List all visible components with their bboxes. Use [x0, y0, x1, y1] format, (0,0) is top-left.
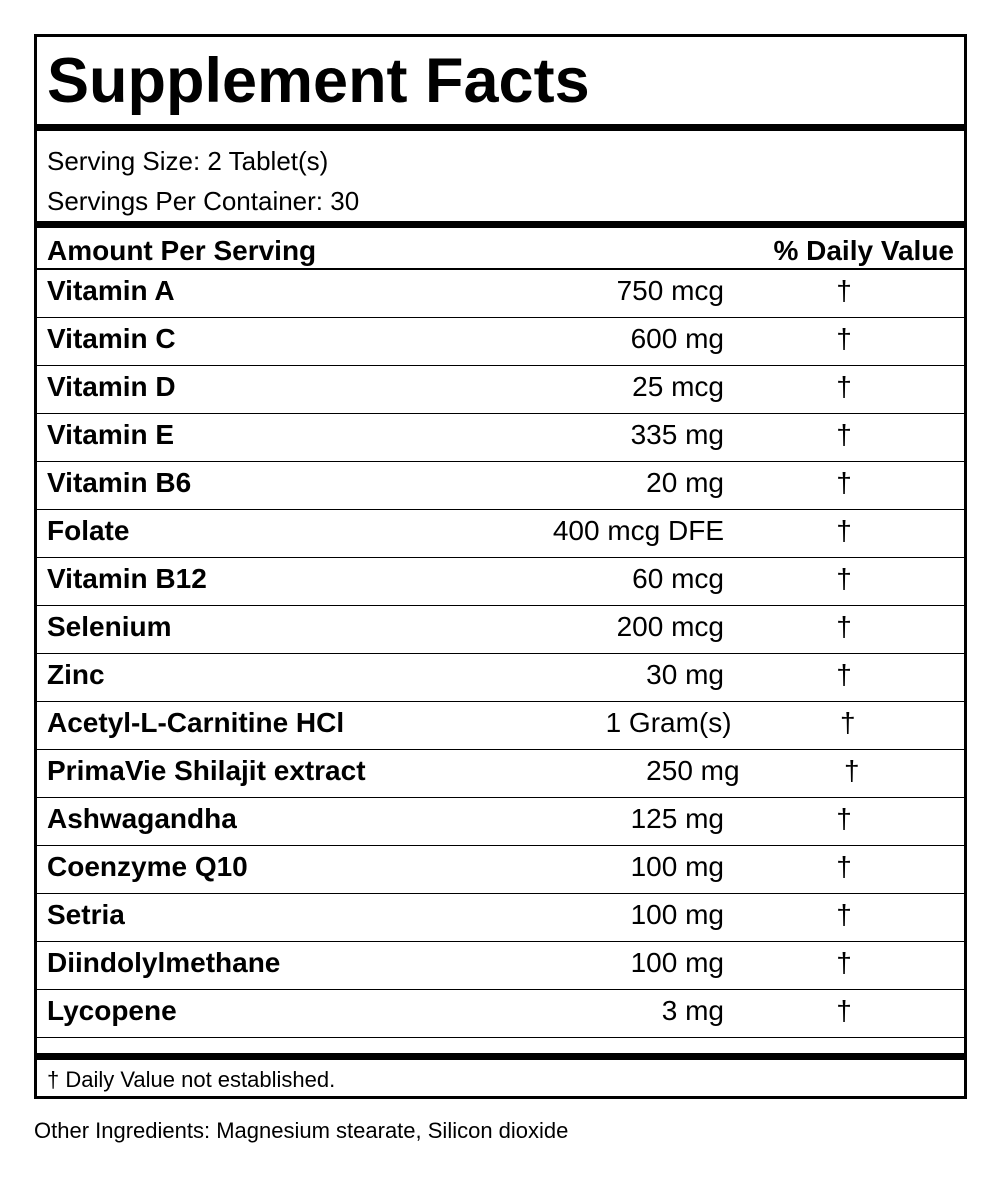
nutrient-name: Setria [47, 898, 125, 930]
nutrient-daily-value: † [844, 754, 860, 786]
table-row [37, 414, 964, 462]
nutrient-name: Folate [47, 514, 130, 546]
nutrient-daily-value: † [836, 802, 852, 834]
table-row [37, 702, 964, 750]
nutrient-amount: 600 mg [630, 322, 724, 354]
table-row [37, 846, 964, 894]
nutrient-daily-value: † [836, 418, 852, 450]
nutrient-amount: 100 mg [630, 898, 724, 930]
table-row [37, 366, 964, 414]
table-row [37, 270, 964, 318]
nutrient-amount: 750 mcg [616, 274, 724, 306]
footnote: † Daily Value not established. [47, 1067, 336, 1092]
thick-divider [37, 124, 964, 131]
nutrient-amount: 200 mcg [616, 610, 724, 642]
nutrient-daily-value: † [836, 994, 852, 1026]
column-header [37, 228, 964, 270]
thick-divider [37, 1053, 964, 1060]
nutrient-name: Vitamin A [47, 274, 175, 306]
table-row [37, 990, 964, 1038]
nutrient-name: Vitamin B12 [47, 562, 207, 594]
nutrient-daily-value: † [836, 610, 852, 642]
table-row [37, 894, 964, 942]
nutrient-name: Acetyl-L-Carnitine HCl [47, 706, 345, 738]
thick-divider [37, 221, 964, 228]
nutrient-amount: 20 mg [646, 466, 724, 498]
nutrient-daily-value: † [836, 274, 852, 306]
serving-size: Serving Size: 2 Tablet(s) [47, 146, 329, 176]
table-row [37, 750, 964, 798]
servings-per-container: Servings Per Container: 30 [47, 186, 360, 216]
nutrient-name: Lycopene [47, 994, 177, 1026]
nutrient-name: Vitamin D [47, 370, 176, 402]
nutrient-daily-value: † [836, 946, 852, 978]
nutrient-name: Vitamin E [47, 418, 175, 450]
nutrient-name: Ashwagandha [47, 802, 237, 834]
nutrient-daily-value: † [836, 658, 852, 690]
nutrient-amount: 1 Gram(s) [605, 706, 732, 738]
table-row [37, 510, 964, 558]
table-row [37, 798, 964, 846]
nutrient-daily-value: † [836, 514, 852, 546]
table-row [37, 606, 964, 654]
nutrient-amount: 25 mcg [632, 370, 724, 402]
table-row [37, 558, 964, 606]
nutrient-amount: 400 mcg DFE [552, 514, 724, 546]
table-row [37, 654, 964, 702]
nutrient-daily-value: † [839, 706, 856, 738]
nutrient-name: Zinc [47, 658, 105, 690]
nutrient-amount: 100 mg [630, 946, 724, 978]
nutrient-name: Vitamin B6 [47, 466, 192, 498]
nutrient-name: Coenzyme Q10 [47, 850, 248, 882]
nutrient-name: Selenium [47, 610, 172, 642]
nutrient-name: Diindolylmethane [47, 946, 281, 978]
nutrient-amount: 100 mg [630, 850, 724, 882]
supplement-facts-panel [34, 34, 967, 1099]
table-row [37, 318, 964, 366]
table-row [37, 462, 964, 510]
panel-title: Supplement Facts [47, 46, 590, 116]
serving-info [37, 131, 964, 221]
nutrient-daily-value: † [836, 562, 852, 594]
other-ingredients: Other Ingredients: Magnesium stearate, Silicon dioxide [34, 1118, 569, 1143]
table-spacer [37, 1038, 964, 1053]
amount-per-serving-header: Amount Per Serving [47, 235, 317, 266]
nutrient-daily-value: † [836, 322, 852, 354]
nutrient-daily-value: † [836, 898, 852, 930]
nutrient-amount: 3 mg [661, 994, 724, 1026]
nutrient-amount: 335 mg [630, 418, 724, 450]
nutrient-amount: 60 mcg [632, 562, 724, 594]
nutrient-daily-value: † [836, 370, 852, 402]
nutrient-daily-value: † [836, 850, 852, 882]
table-row [37, 942, 964, 990]
nutrient-amount: 250 mg [646, 754, 740, 786]
nutrient-table [37, 270, 964, 1038]
nutrient-amount: 125 mg [630, 802, 724, 834]
nutrient-amount: 30 mg [646, 658, 724, 690]
nutrient-name: PrimaVie Shilajit extract [47, 754, 366, 786]
nutrient-daily-value: † [836, 466, 852, 498]
nutrient-name: Vitamin C [47, 322, 176, 354]
daily-value-header: % Daily Value [773, 235, 954, 266]
